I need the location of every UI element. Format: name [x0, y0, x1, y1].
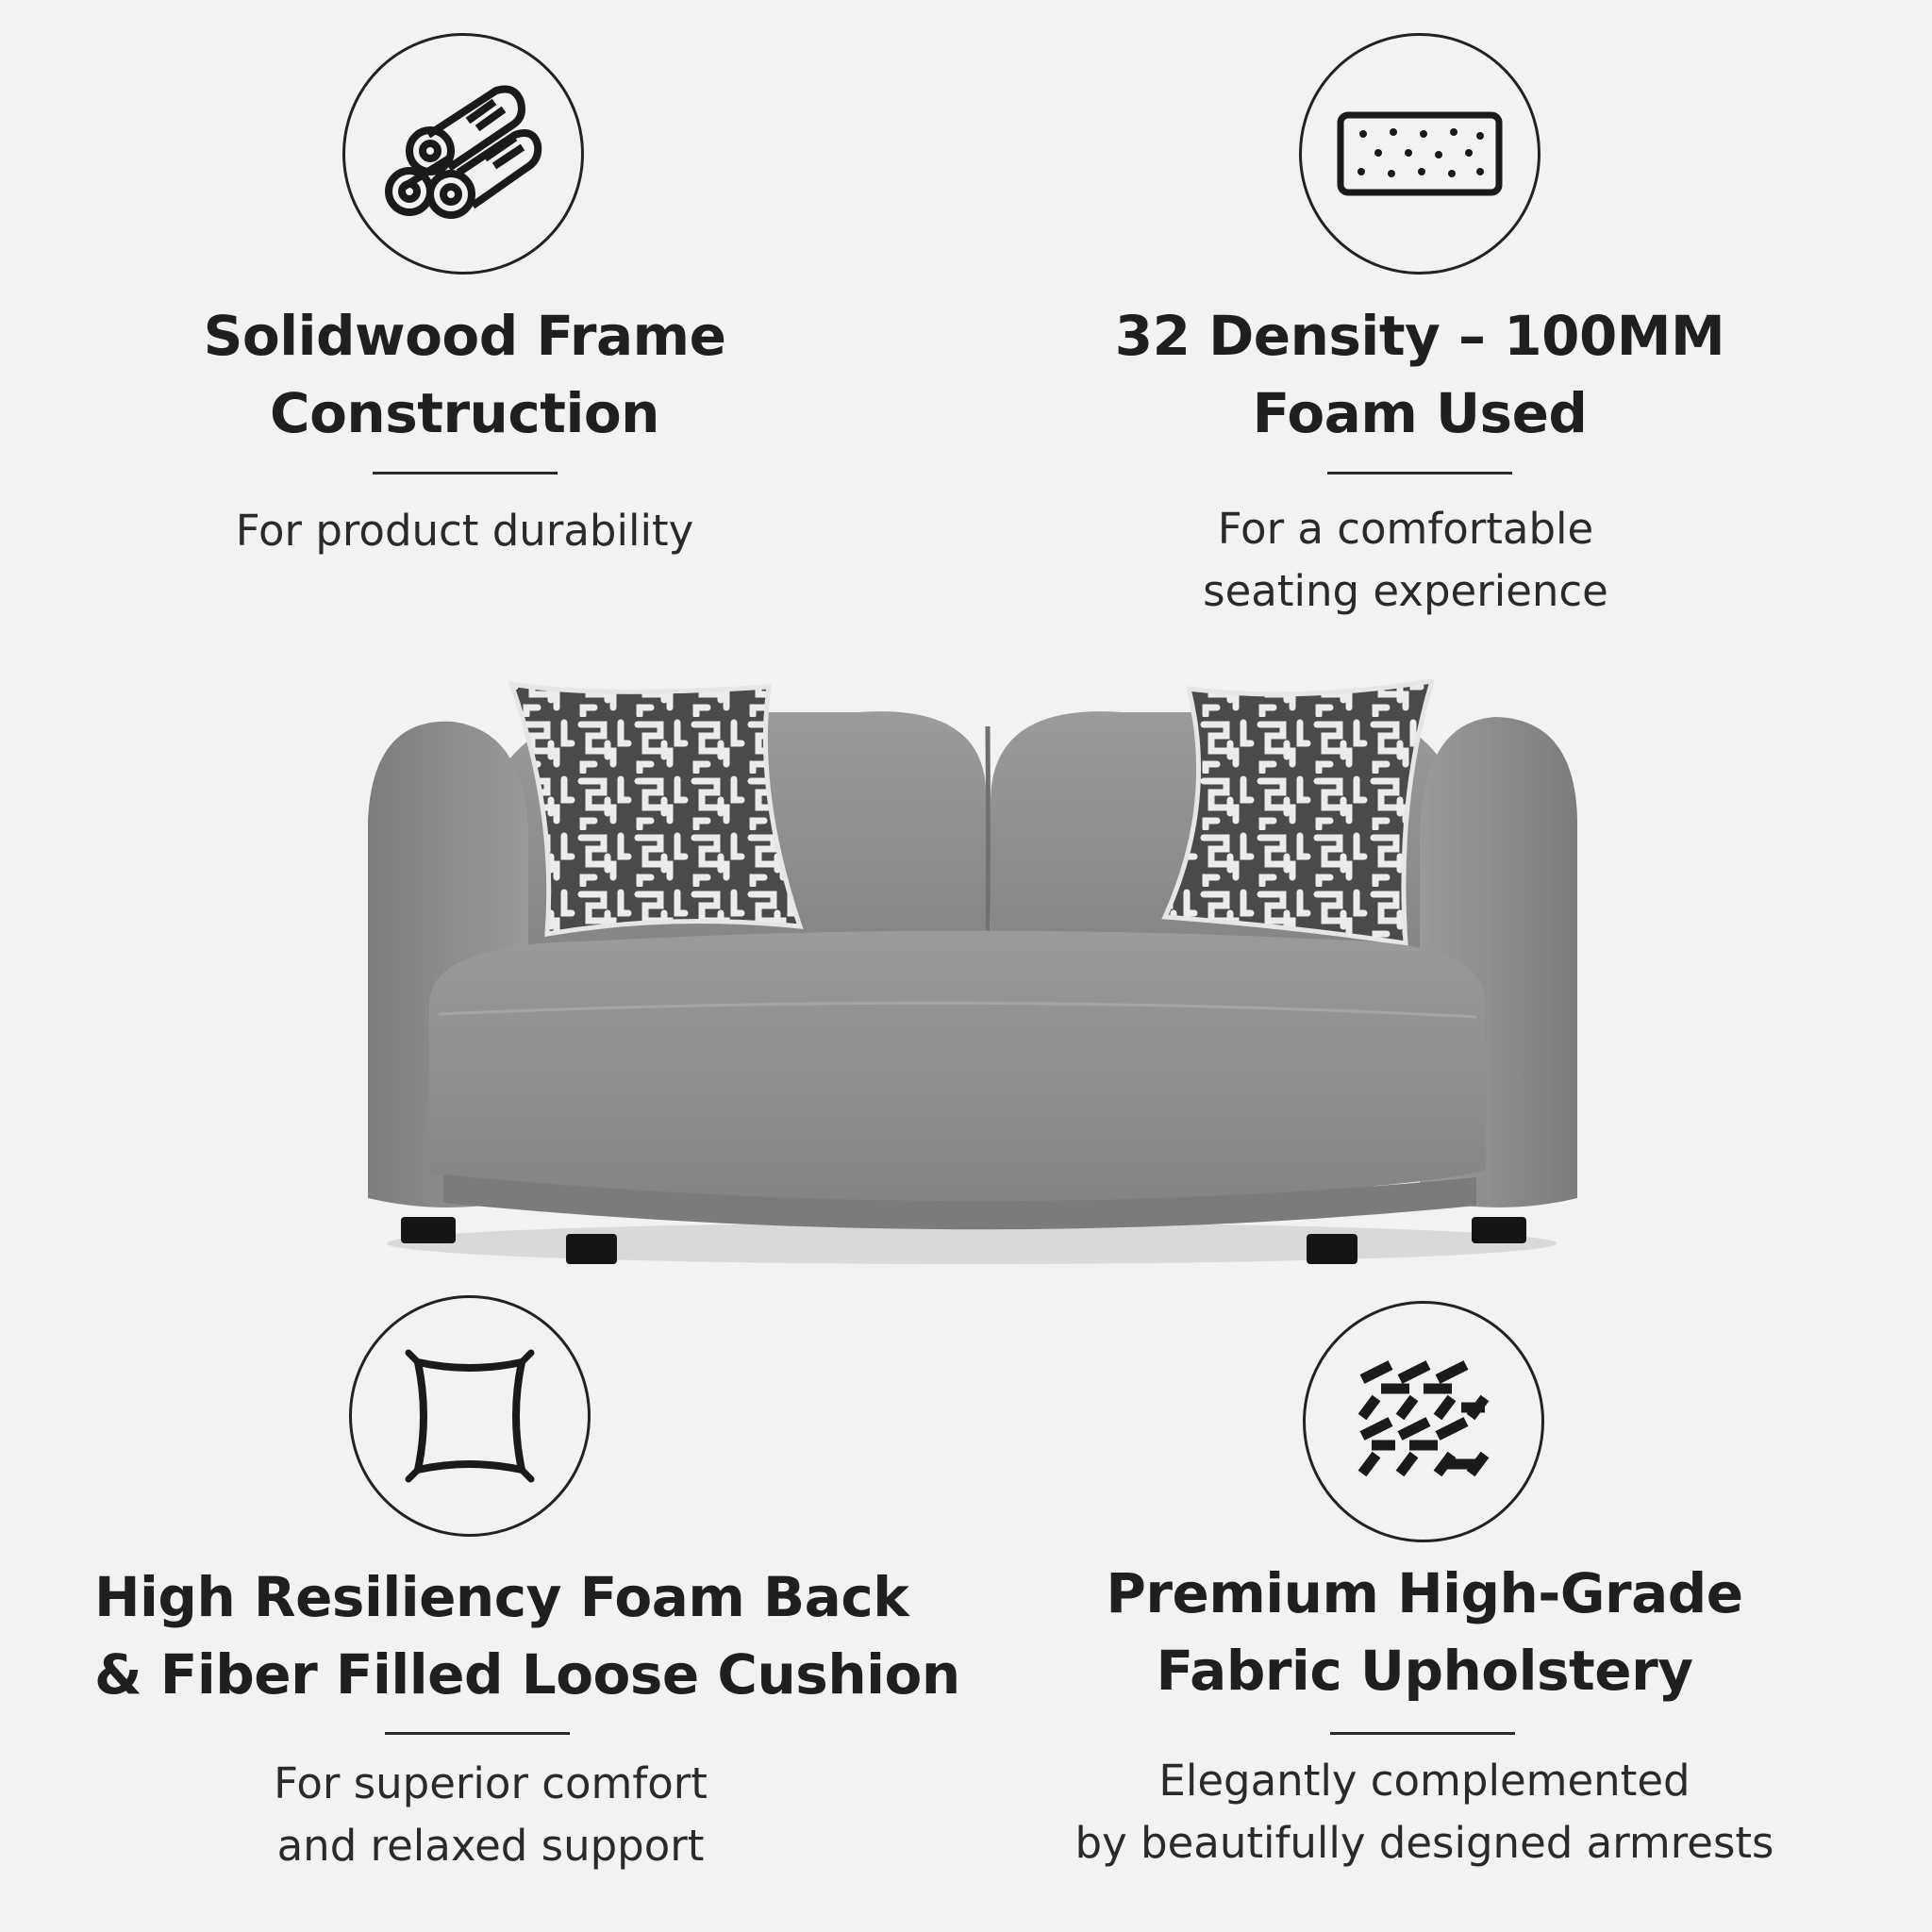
foam-block-icon [1337, 111, 1503, 196]
feature-4-divider [1330, 1732, 1515, 1735]
feature-1-subtitle: For product durability [235, 506, 694, 556]
feature-1-title: Solidwood Frame Construction [203, 304, 726, 445]
wood-logs-icon [383, 83, 543, 225]
feature-3-title: High Resiliency Foam Back & Fiber Filled Loose Cushion [94, 1565, 960, 1707]
sofa-seat-cushion [429, 931, 1486, 1213]
feature-1-divider [373, 472, 558, 475]
feature-4-subtitle: Elegantly complemented by beautifully designed armrests [1074, 1756, 1774, 1868]
sofa-leg [1307, 1234, 1357, 1264]
feature-4-icon-circle [1303, 1301, 1544, 1542]
feature-3-divider [385, 1732, 570, 1735]
feature-4-title: Premium High-Grade Fabric Upholstery [1106, 1561, 1743, 1703]
feature-1-icon-circle [342, 33, 584, 275]
feature-2-subtitle: For a comfortable seating experience [1203, 504, 1608, 616]
fabric-weave-icon [1353, 1360, 1494, 1483]
feature-3-icon-circle [349, 1295, 591, 1537]
feature-2-title: 32 Density – 100MM Foam Used [1114, 304, 1725, 445]
pillow-right [1165, 681, 1432, 943]
sofa-image [349, 660, 1594, 1283]
sofa-leg [401, 1217, 456, 1243]
sofa-leg [566, 1234, 617, 1264]
sofa-leg [1472, 1217, 1526, 1243]
pillow-icon [399, 1345, 541, 1487]
feature-2-icon-circle [1299, 33, 1541, 275]
pillow-left [511, 684, 800, 934]
feature-3-subtitle: For superior comfort and relaxed support [274, 1758, 708, 1871]
feature-2-divider [1327, 472, 1512, 475]
